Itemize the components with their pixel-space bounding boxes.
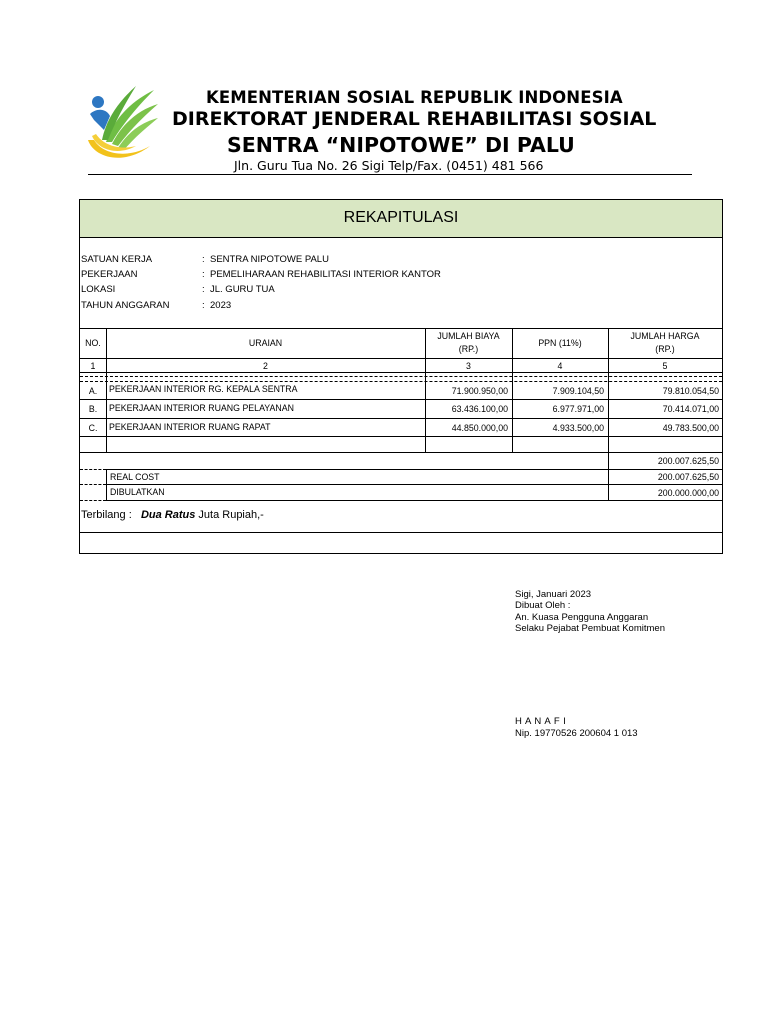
table-row-harga: 79.810.054,50 <box>662 386 719 396</box>
col-number: 2 <box>263 361 268 371</box>
table-row-harga: 49.783.500,00 <box>662 423 719 433</box>
col-header-biaya-unit: (RP.) <box>458 344 479 354</box>
table-row-biaya: 63.436.100,00 <box>451 404 508 414</box>
info-value-pekerjaan: PEMELIHARAAN REHABILITASI INTERIOR KANTOR <box>210 269 441 280</box>
header-divider <box>88 174 692 175</box>
table-row-biaya: 71.900.950,00 <box>451 386 508 396</box>
sign-name: H A N A F I <box>515 716 567 727</box>
table-row-no: A. <box>88 386 98 396</box>
dibulatkan-label: DIBULATKAN <box>110 487 165 497</box>
col-header-no: NO. <box>85 338 101 348</box>
col-header-uraian: URAIAN <box>248 338 283 348</box>
info-label-satuan: SATUAN KERJA <box>81 254 153 265</box>
table-row-harga: 70.414.071,00 <box>662 404 719 414</box>
col-header-biaya: JUMLAH BIAYA <box>437 331 500 341</box>
info-colon: : <box>202 254 205 265</box>
table-row-ppn: 4.933.500,00 <box>552 423 604 433</box>
directorate-name: DIREKTORAT JENDERAL REHABILITASI SOSIAL <box>172 108 657 130</box>
dibulatkan-value: 200.000.000,00 <box>657 488 719 498</box>
subtotal-value: 200.007.625,50 <box>657 456 719 466</box>
col-header-ppn: PPN (11%) <box>538 338 582 348</box>
info-label-tahun: TAHUN ANGGARAN <box>81 300 170 311</box>
ministry-name: KEMENTERIAN SOSIAL REPUBLIK INDONESIA <box>206 88 623 107</box>
sign-nip: Nip. 19770526 200604 1 013 <box>515 728 638 739</box>
table-row-uraian: PEKERJAAN INTERIOR RUANG RAPAT <box>109 422 271 432</box>
address: Jln. Guru Tua No. 26 Sigi Telp/Fax. (0451) 481 566 <box>234 158 544 173</box>
table-row-ppn: 7.909.104,50 <box>552 386 604 396</box>
info-label-pekerjaan: PEKERJAAN <box>81 269 138 280</box>
terbilang <box>81 509 264 521</box>
sentra-name: SENTRA “NIPOTOWE” DI PALU <box>227 133 575 157</box>
sign-an: An. Kuasa Pengguna Anggaran <box>515 612 649 623</box>
col-number: 4 <box>557 361 563 371</box>
info-colon: : <box>202 300 205 311</box>
col-number: 3 <box>466 361 471 371</box>
table-row-no: C. <box>88 423 98 433</box>
info-colon: : <box>202 284 205 295</box>
terbilang-amount: Dua Ratus <box>140 509 196 521</box>
info-label-lokasi: LOKASI <box>81 284 116 295</box>
table-row-no: B. <box>88 404 98 414</box>
info-value-satuan: SENTRA NIPOTOWE PALU <box>210 254 329 265</box>
table-row-uraian: PEKERJAAN INTERIOR RUANG PELAYANAN <box>109 403 294 413</box>
sign-selaku: Selaku Pejabat Pembuat Komitmen <box>515 623 665 634</box>
sign-place-date: Sigi, Januari 2023 <box>515 589 592 600</box>
page-title: REKAPITULASI <box>343 209 459 226</box>
col-header-harga-unit: (RP.) <box>655 344 675 354</box>
real-cost-label: REAL COST <box>110 472 160 482</box>
table-row-uraian: PEKERJAAN INTERIOR RG. KEPALA SENTRA <box>109 384 298 394</box>
table-row-ppn: 6.977.971,00 <box>552 404 604 414</box>
col-number: 1 <box>90 361 96 371</box>
terbilang-label: Terbilang : <box>81 509 132 521</box>
info-value-lokasi: JL. GURU TUA <box>210 284 275 295</box>
sign-dibuat: Dibuat Oleh : <box>515 600 571 611</box>
info-value-tahun: 2023 <box>210 300 232 311</box>
col-number: 5 <box>662 361 668 371</box>
info-colon: : <box>202 269 205 280</box>
terbilang-rest: Juta Rupiah,- <box>198 509 264 521</box>
real-cost-value: 200.007.625,50 <box>657 472 719 482</box>
table-row-biaya: 44.850.000,00 <box>451 423 508 433</box>
kemensos-logo-icon <box>84 84 160 166</box>
col-header-harga: JUMLAH HARGA <box>630 331 700 341</box>
